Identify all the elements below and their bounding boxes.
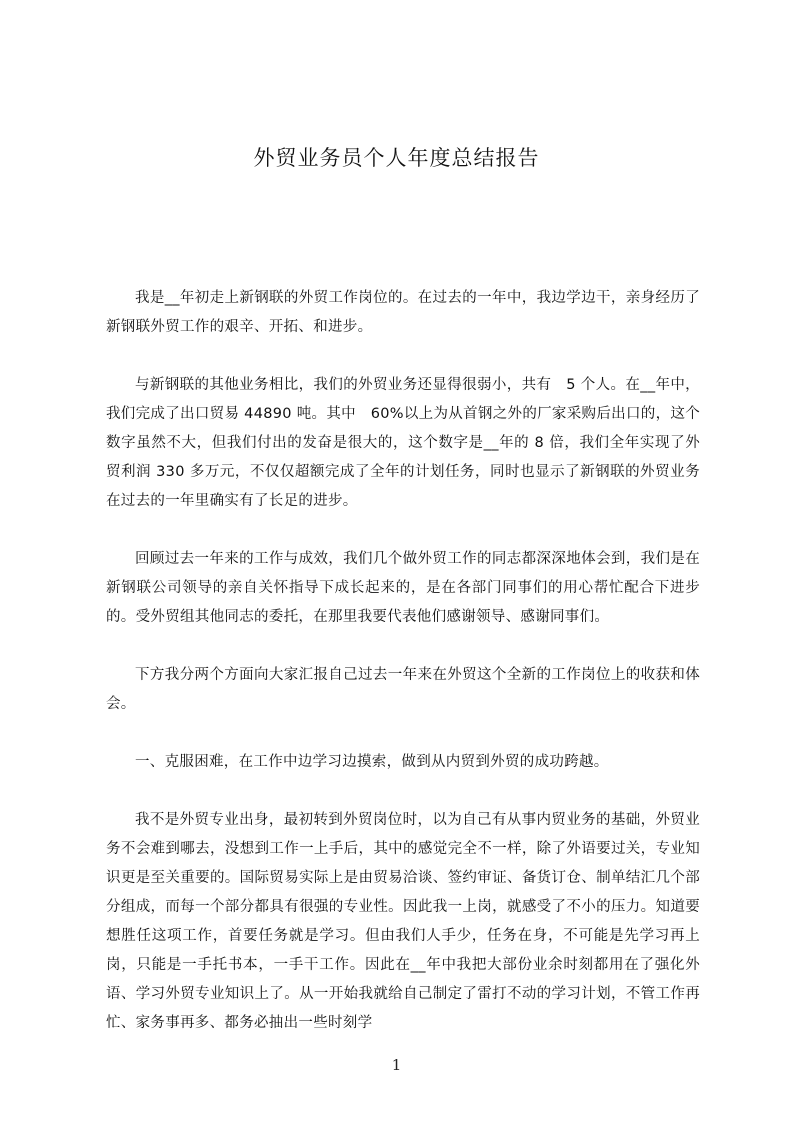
paragraph-business-overview: 与新钢联的其他业务相比，我们的外贸业务还显得很弱小，共有 5 个人。在__年中，我们完成了出口贸易 44890 吨。其中 60%以上为从首钢之外的厂家采购后出口的，这个数字虽然不大，但我们付出的发奋是很大的，这个数字是__年的 8 倍，我们全年实现了外贸利润 330 多万元，不仅仅超额完成了全年的计划任务，同时也显示了新钢联的外贸业务在过去的一年里确实有了长足的进步。 <box>106 377 700 509</box>
document-body <box>106 284 700 1067</box>
page-number: 1 <box>391 1056 402 1074</box>
paragraph-review: 回顾过去一年来的工作与成效，我们几个做外贸工作的同志都深深地体会到，我们是在新钢联公司领导的亲自关怀指导下成长起来的，是在各部门同事们的用心帮忙配合下进步的。受外贸组其他同志的委托，在那里我要代表他们感谢领导、感谢同事们。 <box>106 551 700 625</box>
section-heading-one: 一、克服困难，在工作中边学习边摸索，做到从内贸到外贸的成功跨越。 <box>135 754 609 770</box>
paragraph-intro: 我是__年初走上新钢联的外贸工作岗位的。在过去的一年中，我边学边干，亲身经历了新钢联外贸工作的艰辛、开拓、和进步。 <box>106 290 700 335</box>
paragraph-outline: 下方我分两个方面向大家汇报自己过去一年来在外贸这个全新的工作岗位上的收获和体会。 <box>106 667 700 712</box>
paragraph-learning: 我不是外贸专业出身，最初转到外贸岗位时，以为自己有从事内贸业务的基础，外贸业务不会难到哪去，没想到工作一上手后，其中的感觉完全不一样，除了外语要过关，专业知识更是至关重要的。国际贸易实际上是由贸易洽谈、签约审证、备货订仓、制单结汇几个部分组成，而每一个部分都具有很强的专业性。因此我一上岗，就感受了不小的压力。知道要想胜任这项工作，首要任务就是学习。但由我们人手少，任务在身，不可能是先学习再上岗，只能是一手托书本，一手干工作。因此在__年中我把大部份业余时刻都用在了强化外语、学习外贸专业知识上了。从一开始我就给自己制定了雷打不动的学习计划，不管工作再忙、家务事再多、都务必抽出一些时刻学 <box>106 812 700 1031</box>
document-title: 外贸业务员个人年度总结报告 <box>253 146 540 170</box>
